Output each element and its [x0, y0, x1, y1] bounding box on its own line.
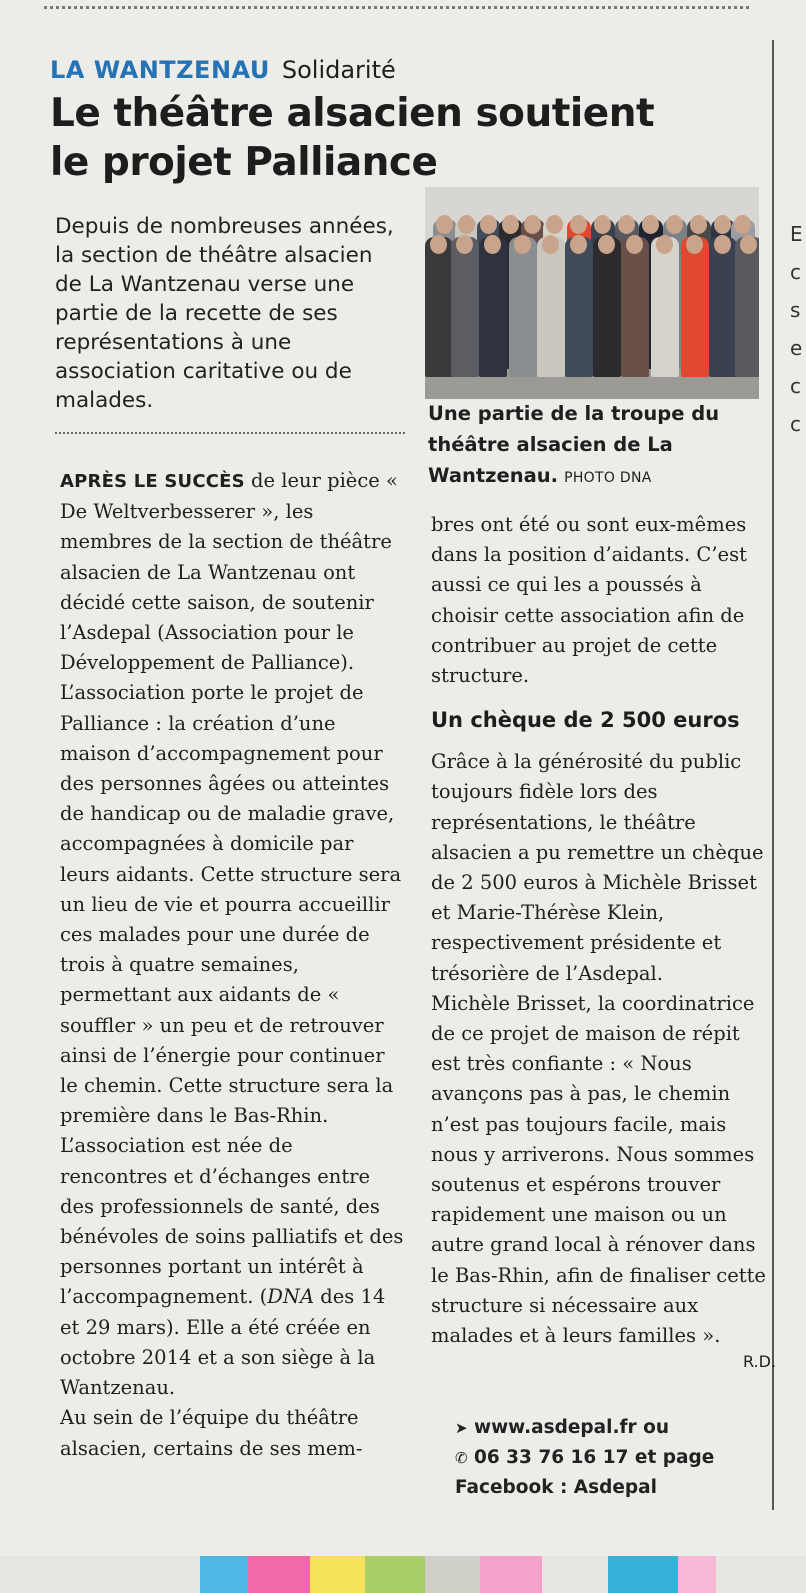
- body-column-right: [431, 510, 771, 1351]
- photo-figure-head: [740, 235, 757, 254]
- column-divider: [772, 40, 774, 1510]
- arrow-bullet-icon: ➤: [455, 1419, 468, 1437]
- edge-letter: c: [790, 412, 801, 436]
- contact-box: [455, 1413, 755, 1503]
- photo-figure-head: [714, 215, 731, 234]
- edge-letter: c: [790, 260, 801, 284]
- edge-letter: E: [790, 222, 803, 246]
- paragraph-3-source: DNA: [267, 1285, 315, 1309]
- top-dotted-rule: [44, 6, 749, 9]
- phone-number[interactable]: 06 33 76 16 17 et page: [474, 1447, 715, 1468]
- photo-figure-head: [546, 215, 563, 234]
- photo-figure-head: [594, 215, 611, 234]
- photo-figure-head: [458, 215, 475, 234]
- edge-letter: c: [790, 374, 801, 398]
- photo-figure: [537, 237, 565, 377]
- lead-paragraph: Depuis de nombreuses années, la section de théâtre alsacien de La Wantzenau verse une partie de la recette de ses représentations à une association caritative ou de malades.: [55, 214, 394, 413]
- location-label: LA WANTZENAU: [50, 56, 270, 84]
- photo-figure-head: [714, 235, 731, 254]
- facebook-row: [455, 1473, 755, 1503]
- body-column-left: [60, 466, 406, 1464]
- photo-figure-head: [618, 215, 635, 234]
- headline-line-1: Le théâtre alsacien soutient: [50, 91, 655, 136]
- bottom-color-strip: [0, 1556, 806, 1593]
- photo-figure-head: [686, 235, 703, 254]
- lead-in: APRÈS LE SUCCÈS: [60, 471, 245, 492]
- photo-figure: [593, 237, 621, 377]
- photo-figure-head: [514, 235, 531, 254]
- photo-figure: [425, 237, 453, 377]
- photo-figure-head: [570, 215, 587, 234]
- photo-figure-head: [542, 235, 559, 254]
- photo-figure-head: [734, 215, 751, 234]
- photo-figure: [681, 237, 709, 377]
- photo-figure-head: [502, 215, 519, 234]
- photo-figure: [451, 237, 479, 377]
- website-link[interactable]: www.asdepal.fr ou: [474, 1417, 669, 1438]
- paragraph-3-text-a: L’association est née de rencontres et d’échanges entre des professionnels de santé, des bénévoles de soins palliatifs et des personnes portant un intérêt à l’accompagnement. (: [60, 1134, 404, 1309]
- caption-text: Une partie de la troupe du théâtre alsacien de La Wantzenau.: [428, 402, 720, 487]
- photo-figure-head: [480, 215, 497, 234]
- photo-figure: [479, 237, 507, 377]
- adjacent-column-fragment: [790, 215, 806, 443]
- photo-figure-head: [642, 215, 659, 234]
- edge-letter: s: [790, 298, 801, 322]
- photo-figure: [651, 237, 679, 377]
- headline-line-2: le projet Palliance: [50, 140, 438, 185]
- photo-figure-head: [570, 235, 587, 254]
- photo-figure-head: [690, 215, 707, 234]
- phone-icon: ✆: [455, 1449, 468, 1467]
- article-header: [50, 55, 770, 187]
- paragraph-6: Michèle Brisset, la coordinatrice de ce projet de maison de répit est très confiante : « Nous avançons pas à pas, le chemin n’est pas toujours facile, mais nous y arriverons. Nous sommes soutenus et espérons trouver rapidement une maison ou un autre grand local à rénover dans le Bas-Rhin, afin de finaliser cette structure si nécessaire aux malades et à leurs familles ».: [431, 991, 766, 1348]
- paragraph-1-text: de leur pièce « De Weltverbesserer », les membres de la section de théâtre alsacien de La Wantzenau ont décidé cette saison, de soutenir l’Asdepal (Association pour le Développement de Palliance).: [60, 469, 398, 675]
- photo-figure: [621, 237, 649, 377]
- paragraph-2: L’association porte le projet de Palliance : la création d’une maison d’accompagnement pour des personnes âgées ou atteintes de handicap ou de maladie grave, accompagnées à domicile par leurs aidants. Cette structure sera un lieu de vie et pourra accueillir ces malades pour une durée de trois à quatre semaines, permettant aux aidants de « souffler » un peu et de retrouver ainsi de l’énergie pour continuer le chemin. Cette structure sera la première dans le Bas-Rhin.: [60, 681, 402, 1128]
- paragraph-3-text-b: des 14 et 29 mars). Elle a été créée en octobre 2014 et a son siège à la Wantzenau.: [60, 1285, 386, 1400]
- paragraph-4-start: Au sein de l’équipe du théâtre alsacien, certains de ses mem-: [60, 1406, 363, 1460]
- photo-figure-head: [656, 235, 673, 254]
- photo-figure-head: [524, 215, 541, 234]
- paragraph-5: Grâce à la générosité du public toujours fidèle lors des représentations, le théâtre alsacien a pu remettre un chèque de 2 500 euros à Michèle Brisset et Marie-Thérèse Klein, respectivement présidente et trésorière de l’Asdepal.: [431, 750, 764, 985]
- photo-figure: [509, 237, 537, 377]
- phone-row: [455, 1443, 755, 1473]
- photo-credit: PHOTO DNA: [564, 470, 652, 486]
- kicker: [50, 55, 770, 85]
- rubric-label: Solidarité: [281, 56, 396, 84]
- group-photo: [425, 187, 759, 399]
- photo-caption: [428, 398, 758, 494]
- photo-figure-head: [484, 235, 501, 254]
- photo-figure-head: [626, 235, 643, 254]
- photo-figure-head: [430, 235, 447, 254]
- paragraph-1: [60, 466, 406, 678]
- subheading: Un chèque de 2 500 euros: [431, 708, 740, 733]
- photo-figure: [709, 237, 737, 377]
- photo-figure-head: [456, 235, 473, 254]
- paragraph-3: [60, 1131, 406, 1403]
- facebook-link[interactable]: Facebook : Asdepal: [455, 1477, 657, 1498]
- photo-figure-head: [666, 215, 683, 234]
- web-row: [455, 1413, 755, 1443]
- photo-figure-head: [598, 235, 615, 254]
- author-signature: R.D.: [743, 1352, 777, 1371]
- photo-figure: [565, 237, 593, 377]
- photo-figure: [735, 237, 759, 377]
- headline: [50, 89, 770, 187]
- paragraph-4-end: bres ont été ou sont eux-mêmes dans la position d’aidants. C’est aussi ce qui les a poussés à choisir cette association afin de contribuer au projet de cette structure.: [431, 513, 747, 688]
- lead-dotted-rule: [55, 432, 405, 434]
- edge-letter: e: [790, 336, 803, 360]
- photo-figure-head: [436, 215, 453, 234]
